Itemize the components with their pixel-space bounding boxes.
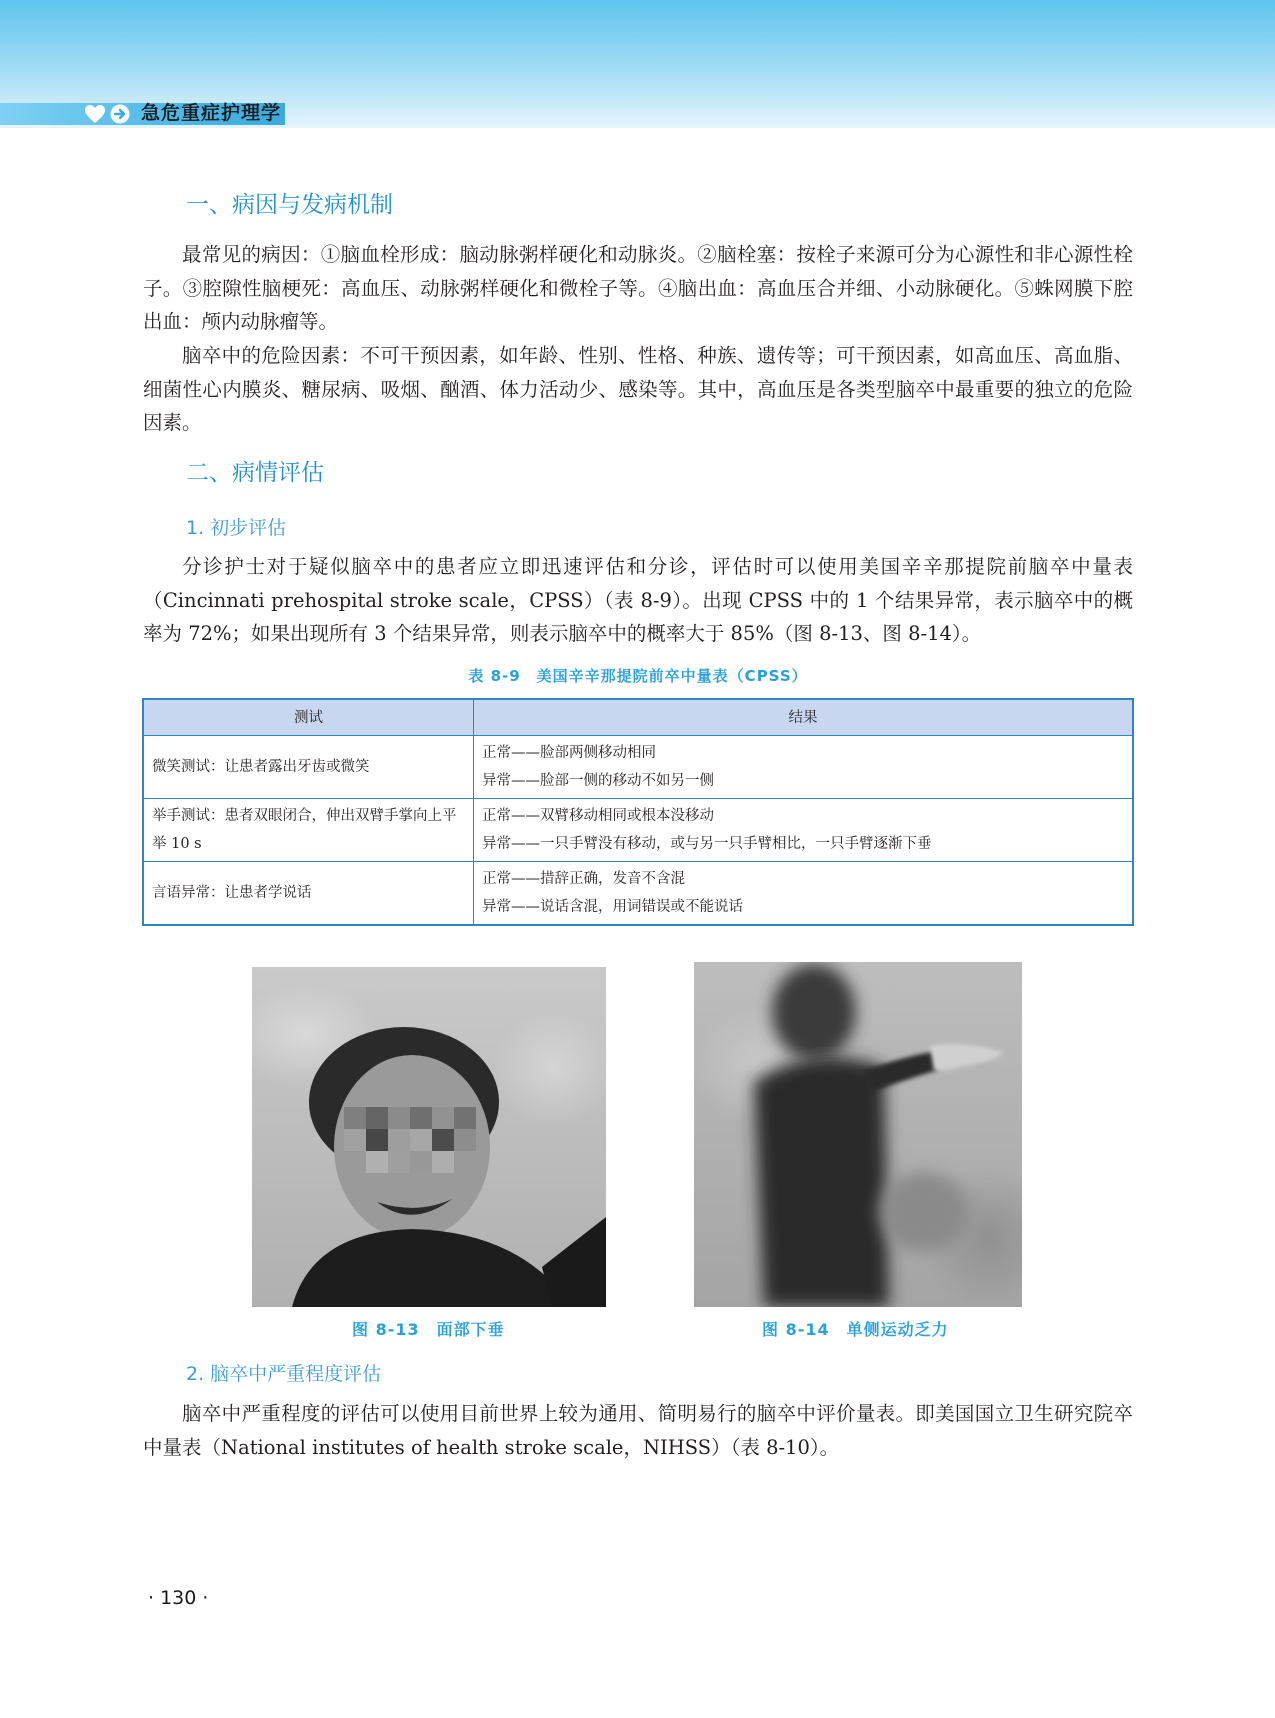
section-heading-assessment: 二、病情评估 — [186, 460, 324, 486]
result-normal: 正常——脸部两侧移动相同 — [482, 745, 656, 761]
photo-illustration — [252, 967, 606, 1307]
table-cell-test: 举手测试：患者双眼闭合，伸出双臂手掌向上平举 10 s — [143, 799, 474, 862]
figure-arm-drift-photo — [694, 962, 1022, 1307]
table-row — [143, 862, 1133, 926]
subheading-severity-assessment: 2. 脑卒中严重程度评估 — [186, 1363, 382, 1385]
figure-caption-8-13: 图 8-13 面部下垂 — [352, 1320, 505, 1339]
result-normal: 正常——双臂移动相同或根本没移动 — [482, 808, 714, 824]
table-cell-result — [474, 736, 1134, 799]
result-abnormal: 异常——说话含混，用词错误或不能说话 — [482, 899, 743, 915]
arrow-right-icon — [110, 104, 130, 124]
cpss-table — [142, 698, 1134, 926]
page-number: · 130 · — [148, 1587, 209, 1609]
table-row — [143, 799, 1133, 862]
table-caption: 表 8-9 美国辛辛那提院前卒中量表（CPSS） — [468, 667, 808, 685]
figure-caption-8-14: 图 8-14 单侧运动乏力 — [762, 1320, 949, 1339]
table-row — [143, 736, 1133, 799]
table-cell-test: 微笑测试：让患者露出牙齿或微笑 — [143, 736, 474, 799]
paragraph-causes: 最常见的病因：①脑血栓形成：脑动脉粥样硬化和动脉炎。②脑栓塞：按栓子来源可分为心源性和非心源性栓子。③腔隙性脑梗死：高血压、动脉粥样硬化和微栓子等。④脑出血：高血压合并细、小动脉硬化。⑤蛛网膜下腔出血：颅内动脉瘤等。 — [143, 243, 1133, 333]
paragraph-risk-factors: 脑卒中的危险因素：不可干预因素，如年龄、性别、性格、种族、遗传等；可干预因素，如高血压、高血脂、细菌性心内膜炎、糖尿病、吸烟、酗酒、体力活动少、感染等。其中，高血压是各类型脑卒中最重要的独立的危险因素。 — [143, 344, 1133, 434]
result-normal: 正常——措辞正确，发音不含混 — [482, 871, 685, 887]
section-heading-etiology: 一、病因与发病机制 — [186, 192, 393, 218]
heart-icon — [84, 104, 106, 124]
table-cell-result — [474, 799, 1134, 862]
figure-facial-droop-photo — [252, 967, 606, 1307]
paragraph-severity-assessment: 脑卒中严重程度的评估可以使用目前世界上较为通用、简明易行的脑卒中评价量表。即美国国立卫生研究院卒中量表（National institutes of health stroke scale，NIHSS）（表 8-10）。 — [143, 1402, 1133, 1459]
table-header-test: 测试 — [143, 699, 474, 736]
subheading-initial-assessment: 1. 初步评估 — [186, 517, 287, 539]
table-cell-test: 言语异常：让患者学说话 — [143, 862, 474, 926]
result-abnormal: 异常——脸部一侧的移动不如另一侧 — [482, 773, 714, 789]
table-header-row — [143, 699, 1133, 736]
paragraph-initial-assessment: 分诊护士对于疑似脑卒中的患者应立即迅速评估和分诊，评估时可以使用美国辛辛那提院前脑卒中量表（Cincinnati prehospital stroke scale，CPSS）（表 8-9）。出现 CPSS 中的 1 个结果异常，表示脑卒中的概率为 72%；如果出现所有 3 个结果异常，则表示脑卒中的概率大于 85%（图 8-13、图 8-14）。 — [143, 555, 1133, 645]
table-cell-result — [474, 862, 1134, 926]
book-title: 急危重症护理学 — [141, 102, 282, 124]
result-abnormal: 异常——一只手臂没有移动，或与另一只手臂相比，一只手臂逐渐下垂 — [482, 836, 932, 852]
photo-illustration — [694, 962, 1022, 1307]
table-header-result: 结果 — [474, 699, 1134, 736]
